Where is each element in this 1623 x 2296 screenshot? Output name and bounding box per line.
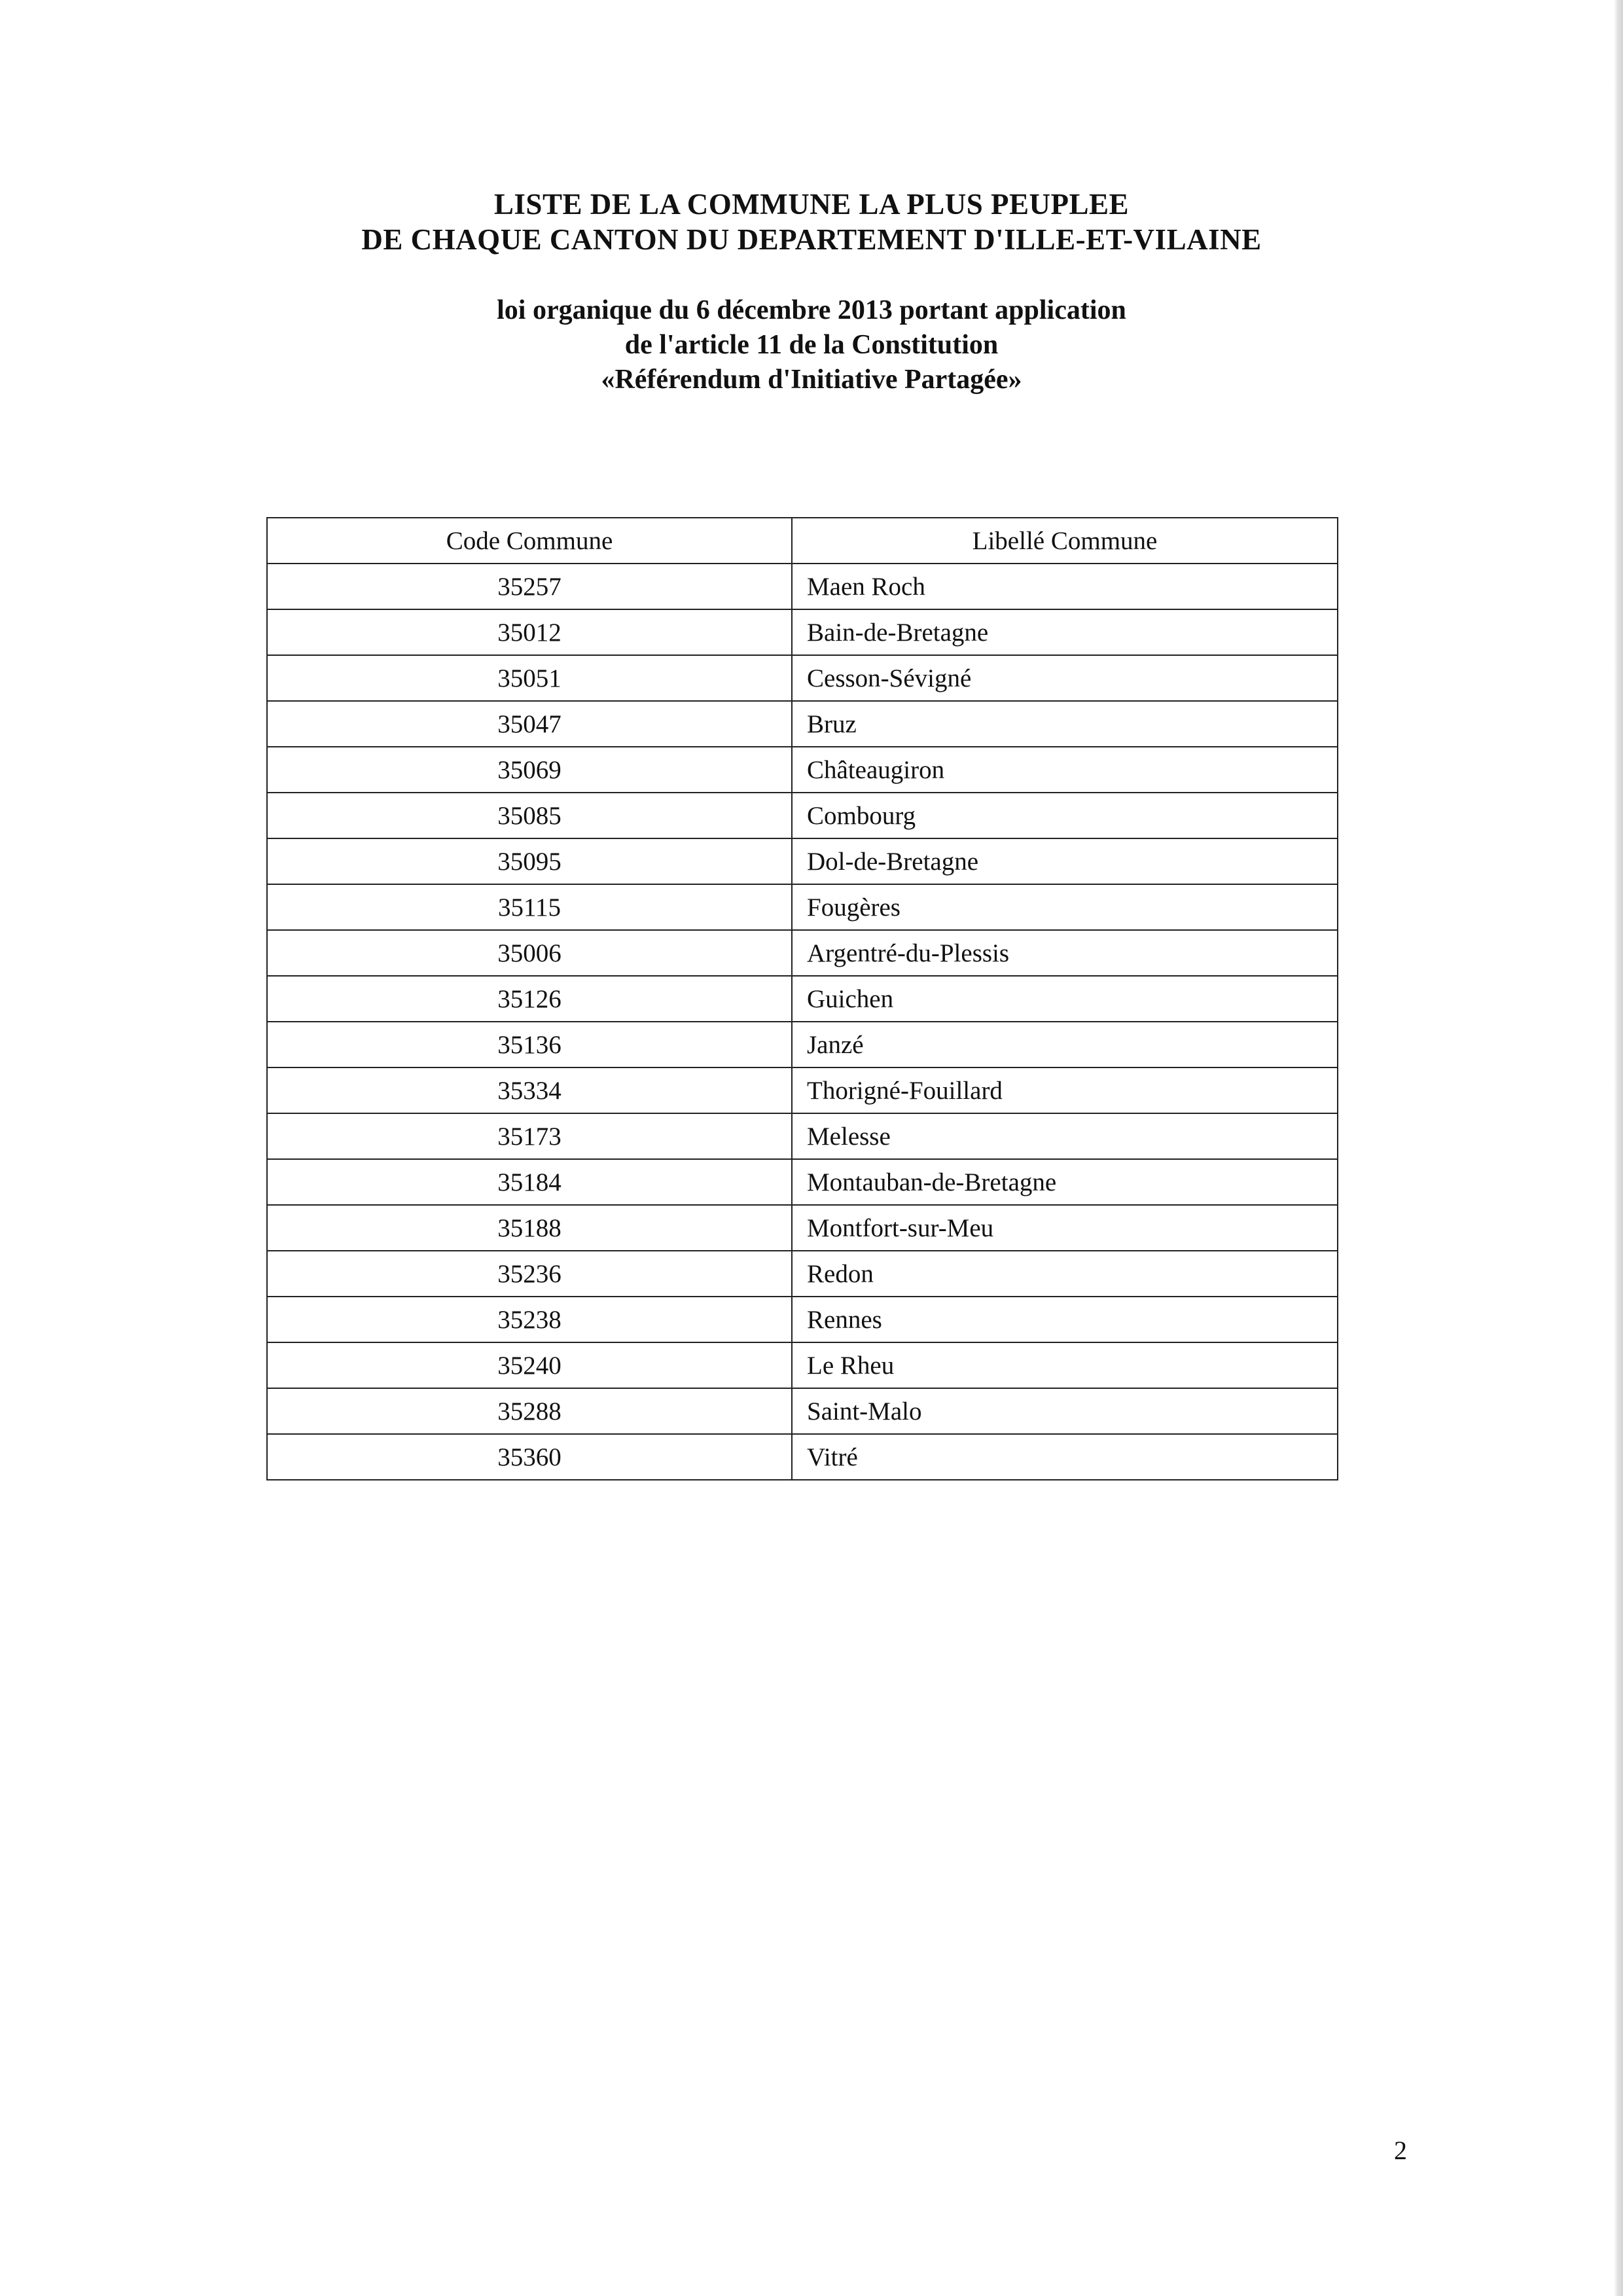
subtitle-line-3: «Référendum d'Initiative Partagée» [601, 365, 1022, 395]
cell-libelle-commune: Rennes [792, 1297, 1338, 1342]
cell-libelle-commune: Saint-Malo [792, 1388, 1338, 1434]
cell-libelle-commune: Dol-de-Bretagne [792, 838, 1338, 884]
cell-code-commune: 35006 [267, 930, 792, 976]
cell-code-commune: 35051 [267, 655, 792, 701]
table-row [267, 1388, 1338, 1434]
header-libelle-commune: Libellé Commune [792, 518, 1338, 564]
cell-code-commune: 35095 [267, 838, 792, 884]
table-row [267, 564, 1338, 609]
cell-code-commune: 35236 [267, 1251, 792, 1297]
communes-table [266, 517, 1338, 1480]
table-row [267, 884, 1338, 930]
cell-code-commune: 35257 [267, 564, 792, 609]
cell-libelle-commune: Montauban-de-Bretagne [792, 1159, 1338, 1205]
table-row [267, 976, 1338, 1022]
cell-libelle-commune: Janzé [792, 1022, 1338, 1067]
title-line-2: DE CHAQUE CANTON DU DEPARTEMENT D'ILLE-ET-VILAINE [361, 223, 1262, 256]
cell-libelle-commune: Le Rheu [792, 1342, 1338, 1388]
cell-libelle-commune: Melesse [792, 1113, 1338, 1159]
table-row [267, 747, 1338, 793]
cell-code-commune: 35173 [267, 1113, 792, 1159]
table-row [267, 1113, 1338, 1159]
table-row [267, 1342, 1338, 1388]
header-code-commune: Code Commune [267, 518, 792, 564]
cell-code-commune: 35334 [267, 1067, 792, 1113]
cell-code-commune: 35136 [267, 1022, 792, 1067]
cell-code-commune: 35360 [267, 1434, 792, 1480]
cell-code-commune: 35288 [267, 1388, 792, 1434]
table-row [267, 655, 1338, 701]
table-row [267, 1297, 1338, 1342]
cell-libelle-commune: Bruz [792, 701, 1338, 747]
document-subtitle [0, 293, 1623, 397]
table-header-row [267, 518, 1338, 564]
cell-code-commune: 35240 [267, 1342, 792, 1388]
table-row [267, 701, 1338, 747]
cell-libelle-commune: Combourg [792, 793, 1338, 838]
cell-libelle-commune: Vitré [792, 1434, 1338, 1480]
table-row [267, 1067, 1338, 1113]
cell-libelle-commune: Redon [792, 1251, 1338, 1297]
subtitle-line-1: loi organique du 6 décembre 2013 portant application [497, 295, 1126, 325]
table-row [267, 930, 1338, 976]
cell-libelle-commune: Montfort-sur-Meu [792, 1205, 1338, 1251]
table-row [267, 1434, 1338, 1480]
cell-libelle-commune: Cesson-Sévigné [792, 655, 1338, 701]
cell-code-commune: 35047 [267, 701, 792, 747]
table-row [267, 1205, 1338, 1251]
title-line-1: LISTE DE LA COMMUNE LA PLUS PEUPLEE [493, 188, 1130, 221]
subtitle-line-2: de l'article 11 de la Constitution [624, 330, 999, 360]
cell-libelle-commune: Argentré-du-Plessis [792, 930, 1338, 976]
table-row [267, 1159, 1338, 1205]
table-row [267, 793, 1338, 838]
table-body [267, 564, 1338, 1480]
table-row [267, 609, 1338, 655]
cell-code-commune: 35115 [267, 884, 792, 930]
cell-libelle-commune: Fougères [792, 884, 1338, 930]
cell-code-commune: 35238 [267, 1297, 792, 1342]
cell-libelle-commune: Châteaugiron [792, 747, 1338, 793]
cell-libelle-commune: Maen Roch [792, 564, 1338, 609]
cell-code-commune: 35188 [267, 1205, 792, 1251]
cell-code-commune: 35012 [267, 609, 792, 655]
table-row [267, 1251, 1338, 1297]
cell-libelle-commune: Bain-de-Bretagne [792, 609, 1338, 655]
cell-code-commune: 35085 [267, 793, 792, 838]
cell-code-commune: 35126 [267, 976, 792, 1022]
document-title [0, 187, 1623, 257]
page-number: 2 [1394, 2136, 1407, 2165]
cell-libelle-commune: Thorigné-Fouillard [792, 1067, 1338, 1113]
table-row [267, 838, 1338, 884]
cell-code-commune: 35184 [267, 1159, 792, 1205]
table-row [267, 1022, 1338, 1067]
cell-code-commune: 35069 [267, 747, 792, 793]
cell-libelle-commune: Guichen [792, 976, 1338, 1022]
